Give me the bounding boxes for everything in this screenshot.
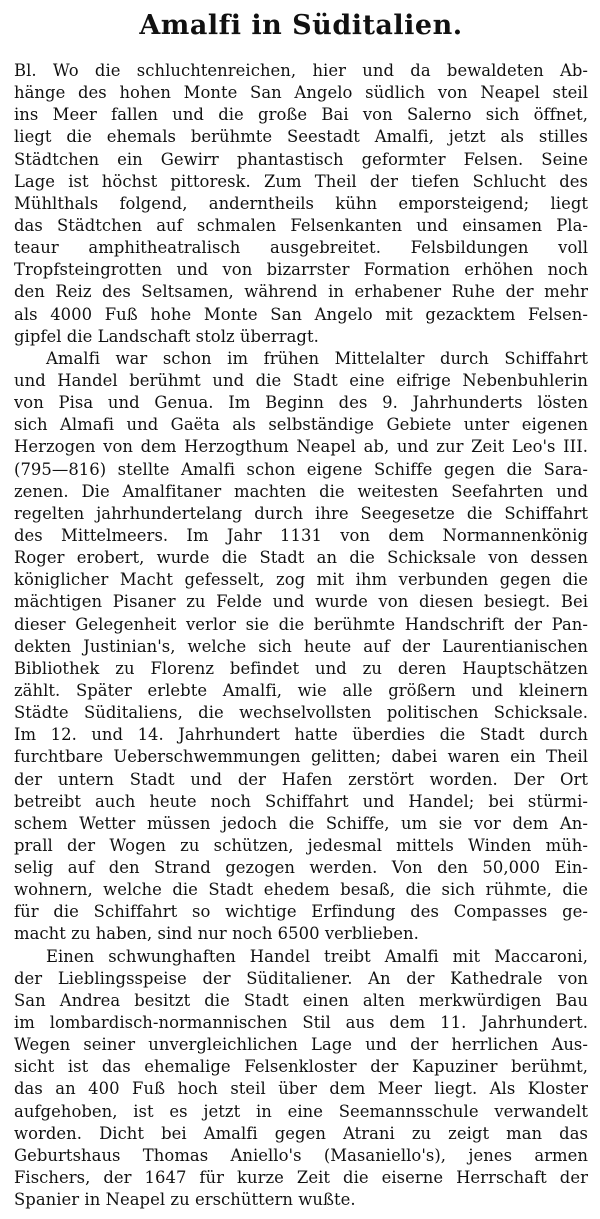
text-line: selig auf den Strand gezogen werden. Von den 50,000 Ein- [14, 858, 588, 878]
text-line: furchtbare Ueberschwemmungen gelitten; dabei waren ein Theil [14, 747, 588, 767]
text-line: worden. Dicht bei Amalfi gegen Atrani zu zeigt man das [14, 1123, 588, 1143]
text-line: schem Wetter müssen jedoch die Schiffe, um sie vor dem An- [14, 813, 588, 833]
text-line: und Handel berühmt und die Stadt eine eifrige Nebenbuhlerin [14, 370, 588, 390]
text-line: als 4000 Fuß hohe Monte San Angelo mit gezacktem Felsen- [14, 304, 588, 324]
text-line: den Reiz des Seltsamen, während in erhabener Ruhe der mehr [14, 282, 588, 302]
paragraph-2 [14, 348, 588, 946]
text-line: sich Almafi und Gaëta als selbständige Gebiete unter eigenen [14, 415, 588, 435]
text-line: Im 12. und 14. Jahrhundert hatte überdies die Stadt durch [14, 725, 588, 745]
text-line: Roger erobert, wurde die Stadt an die Schicksale von dessen [14, 548, 588, 568]
text-line: zählt. Später erlebte Amalfi, wie alle größern und kleinern [14, 680, 588, 700]
text-line: Amalfi war schon im frühen Mittelalter durch Schiffahrt [46, 348, 588, 368]
text-line: königlicher Macht gefesselt, zog mit ihm verbunden gegen die [14, 570, 588, 590]
text-line: betreibt auch heute noch Schiffahrt und Handel; bei stürmi- [14, 791, 588, 811]
text-line: hänge des hohen Monte San Angelo südlich von Neapel steil [14, 83, 588, 103]
text-line: das an 400 Fuß hoch steil über dem Meer liegt. Als Kloster [14, 1079, 588, 1099]
article-body [14, 60, 588, 1211]
text-line: Fischers, der 1647 für kurze Zeit die eiserne Herrschaft der [14, 1168, 588, 1188]
paragraph-3 [14, 946, 588, 1212]
text-line: dieser Gelegenheit verlor sie die berühmte Handschrift der Pan- [14, 614, 588, 634]
text-line: gipfel die Landschaft stolz überragt. [14, 326, 319, 346]
text-line: mächtigen Pisaner zu Felde und wurde von diesen besiegt. Bei [14, 592, 588, 612]
text-line: macht zu haben, sind nur noch 6500 verblieben. [14, 924, 419, 944]
text-line: prall der Wogen zu schützen, jedesmal mittels Winden müh- [14, 835, 588, 855]
text-line: Wegen seiner unvergleichlichen Lage und der herrlichen Aus- [14, 1035, 588, 1055]
text-line: für die Schiffahrt so wichtige Erfindung des Compasses ge- [14, 902, 588, 922]
text-line: der untern Stadt und der Hafen zerstört worden. Der Ort [14, 769, 588, 789]
text-line: aufgehoben, ist es jetzt in eine Seemannsschule verwandelt [14, 1101, 588, 1121]
text-line: liegt die ehemals berühmte Seestadt Amalfi, jetzt als stilles [14, 127, 588, 147]
text-line: Einen schwunghaften Handel treibt Amalfi mit Maccaroni, [46, 946, 588, 966]
text-line: Lage ist höchst pittoresk. Zum Theil der tiefen Schlucht des [14, 171, 588, 191]
text-line: des Mittelmeers. Im Jahr 1131 von dem Normannenkönig [14, 525, 588, 545]
text-line: teaur amphitheatralisch ausgebreitet. Felsbildungen voll [14, 238, 588, 258]
text-line: ins Meer fallen und die große Bai von Salerno sich öffnet, [14, 105, 588, 125]
text-line: von Pisa und Genua. Im Beginn des 9. Jahrhunderts lösten [14, 393, 588, 413]
text-line: Herzogen von dem Herzogthum Neapel ab, und zur Zeit Leo's III. [14, 437, 588, 457]
text-line: zenen. Die Amalfitaner machten die weitesten Seefahrten und [14, 481, 588, 501]
article-title: Amalfi in Süditalien. [139, 10, 463, 41]
text-line: der Lieblingsspeise der Süditaliener. An der Kathedrale von [14, 968, 588, 988]
text-line: Spanier in Neapel zu erschüttern wußte. [14, 1190, 356, 1210]
text-line: Städte Süditaliens, die wechselvollsten politischen Schicksale. [14, 703, 588, 723]
text-line: Bibliothek zu Florenz befindet und zu deren Hauptschätzen [14, 658, 588, 678]
text-line: Tropfsteingrotten und von bizarrster Formation erhöhen noch [14, 260, 588, 280]
paragraph-1 [14, 60, 588, 348]
text-line: (795—816) stellte Amalfi schon eigene Schiffe gegen die Sara- [14, 459, 588, 479]
text-line: Mühlthals folgend, anderntheils kühn emporsteigend; liegt [14, 193, 588, 213]
text-line: regelten jahrhundertelang durch ihre Seegesetze die Schiffahrt [14, 503, 588, 523]
text-line: San Andrea besitzt die Stadt einen alten merkwürdigen Bau [14, 990, 588, 1010]
text-line: Städtchen ein Gewirr phantastisch geformter Felsen. Seine [14, 149, 588, 169]
text-line: wohnern, welche die Stadt ehedem besaß, die sich rühmte, die [14, 880, 588, 900]
text-line: dekten Justinian's, welche sich heute auf der Laurentianischen [14, 636, 588, 656]
text-line: Bl. Wo die schluchtenreichen, hier und da bewaldeten Ab- [14, 61, 588, 80]
text-line: Geburtshaus Thomas Aniello's (Masaniello's), jenes armen [14, 1145, 588, 1165]
text-line: sicht ist das ehemalige Felsenkloster der Kapuziner berühmt, [14, 1057, 588, 1077]
text-line: das Städtchen auf schmalen Felsenkanten und einsamen Pla- [14, 215, 588, 235]
text-line: im lombardisch-normannischen Stil aus dem 11. Jahrhundert. [14, 1013, 588, 1033]
